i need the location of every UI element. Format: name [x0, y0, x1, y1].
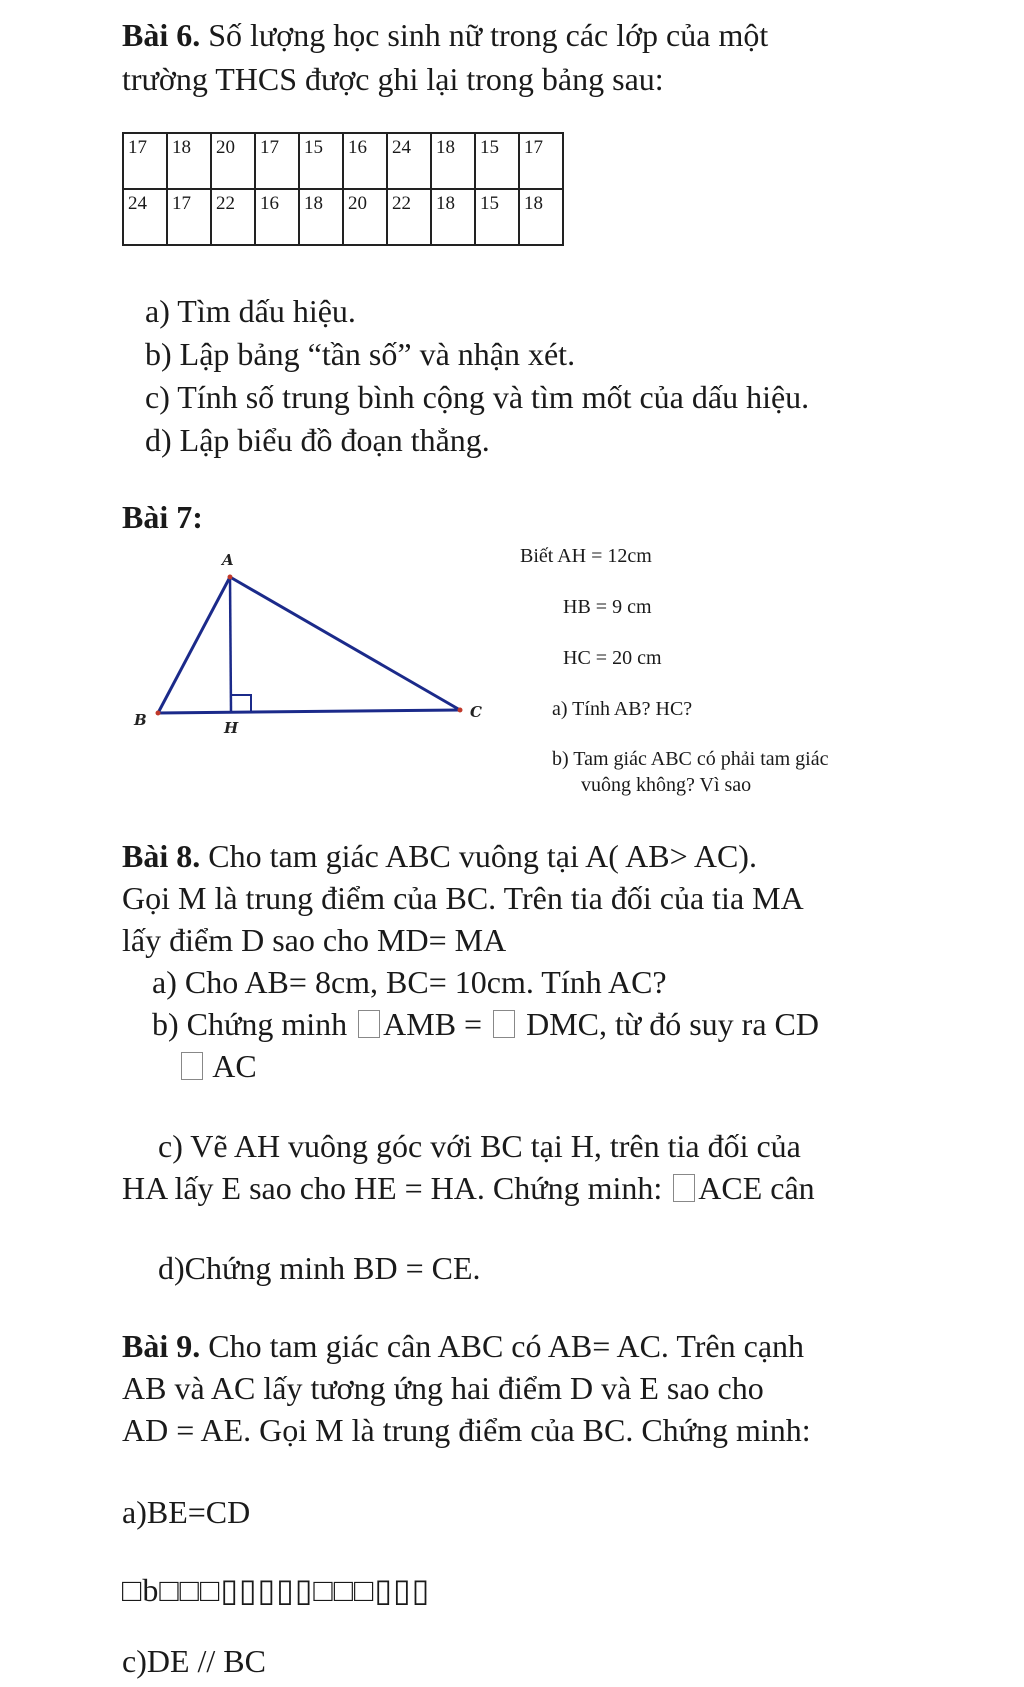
table-cell: 18	[167, 133, 211, 189]
table-cell: 20	[343, 189, 387, 245]
bai8-b-prefix: b) Chứng minh	[152, 1006, 356, 1042]
frequency-data-table	[122, 132, 564, 246]
perpendicular-symbol-box	[181, 1052, 203, 1080]
table-cell: 24	[123, 189, 167, 245]
given-ah: Biết AH = 12cm	[520, 545, 652, 567]
bai7-question-b-line2: vuông không? Vì sao	[581, 774, 752, 796]
bai8-item-b-line1	[152, 1003, 819, 1045]
bai9-line2: AB và AC lấy tương ứng hai điểm D và E sao cho	[122, 1370, 764, 1406]
table-cell: 17	[123, 133, 167, 189]
bai8-item-d: d)Chứng minh BD = CE.	[158, 1250, 481, 1286]
bai6-title: Bài 6.	[122, 17, 201, 53]
bai8-line3: lấy điểm D sao cho MD= MA	[122, 922, 507, 958]
bai7-question-b-line1: b) Tam giác ABC có phải tam giác	[552, 748, 829, 770]
bai9-title: Bài 9.	[122, 1328, 201, 1364]
segment-ab	[158, 577, 230, 713]
bai9-line1	[122, 1325, 804, 1367]
table-cell: 17	[519, 133, 563, 189]
table-cell: 15	[299, 133, 343, 189]
label-b: B	[134, 711, 147, 729]
point-c	[458, 708, 463, 713]
bai8-item-b-line2	[178, 1045, 257, 1087]
table-cell: 22	[211, 189, 255, 245]
bai8-item-a: a) Cho AB= 8cm, BC= 10cm. Tính AC?	[152, 964, 667, 1000]
table-cell: 18	[519, 189, 563, 245]
given-hb: HB = 9 cm	[563, 596, 652, 618]
triangle-symbol-box	[358, 1010, 380, 1038]
bai8-item-c-line2	[122, 1167, 815, 1209]
bai8-b-line2-text: AC	[206, 1048, 257, 1084]
bai9-text-line1: Cho tam giác cân ABC có AB= AC. Trên cạnh	[200, 1328, 805, 1364]
bai6-item-c: c) Tính số trung bình cộng và tìm mốt của dấu hiệu.	[145, 379, 810, 415]
bai8-item-c-line1: c) Vẽ AH vuông góc với BC tại H, trên tia đối của	[158, 1128, 801, 1164]
table-cell: 16	[255, 189, 299, 245]
table-cell: 17	[167, 189, 211, 245]
bai8-c-line2-text: HA lấy E sao cho HE = HA. Chứng minh:	[122, 1170, 671, 1206]
bai9-item-c: c)DE // BC	[122, 1643, 266, 1679]
bai9-line3: AD = AE. Gọi M là trung điểm của BC. Chứng minh:	[122, 1412, 811, 1448]
segment-bc	[158, 710, 460, 713]
point-a	[228, 575, 233, 580]
triangle-symbol-box	[493, 1010, 515, 1038]
bai8-b-mid2: DMC, từ đó suy ra CD	[518, 1006, 819, 1042]
table-cell: 15	[475, 189, 519, 245]
table-cell: 18	[299, 189, 343, 245]
table-cell: 24	[387, 133, 431, 189]
table-cell: 16	[343, 133, 387, 189]
bai6-text-line2: trường THCS được ghi lại trong bảng sau:	[122, 61, 664, 97]
table-cell: 22	[387, 189, 431, 245]
table-cell: 18	[431, 133, 475, 189]
table-row	[123, 189, 563, 245]
segment-ac	[230, 577, 460, 710]
label-a: A	[222, 551, 234, 569]
bai7-question-a: a) Tính AB? HC?	[552, 698, 693, 720]
bai6-text-line1: Số lượng học sinh nữ trong các lớp của một	[200, 17, 769, 53]
given-hc: HC = 20 cm	[563, 647, 662, 669]
triangle-figure	[120, 545, 500, 745]
triangle-symbol-box	[673, 1174, 695, 1202]
bai6-item-d: d) Lập biểu đồ đoạn thẳng.	[145, 422, 490, 458]
bai6-item-a: a) Tìm dấu hiệu.	[145, 293, 356, 329]
bai6-heading-line	[122, 14, 768, 56]
bai8-title: Bài 8.	[122, 838, 201, 874]
bai8-line2: Gọi M là trung điểm của BC. Trên tia đối của tia MA	[122, 880, 804, 916]
bai8-c-line2-end: ACE cân	[698, 1170, 815, 1206]
label-h: H	[224, 719, 239, 737]
right-angle-mark	[231, 695, 251, 711]
bai8-text-line1: Cho tam giác ABC vuông tại A( AB> AC).	[200, 838, 757, 874]
bai8-line1	[122, 835, 757, 877]
bai9-item-a: a)BE=CD	[122, 1494, 251, 1530]
segment-ah	[230, 577, 231, 712]
table-cell: 20	[211, 133, 255, 189]
table-cell: 18	[431, 189, 475, 245]
table-cell: 17	[255, 133, 299, 189]
bai6-item-b: b) Lập bảng “tần số” và nhận xét.	[145, 336, 576, 372]
point-b	[156, 711, 161, 716]
table-cell: 15	[475, 133, 519, 189]
bai7-title: Bài 7:	[122, 499, 203, 535]
label-c: C	[470, 703, 482, 721]
bai9-item-b-garbled: □b□□□▯▯▯▯▯□□□▯▯▯	[122, 1572, 431, 1608]
table-row	[123, 133, 563, 189]
bai8-b-mid1: AMB =	[383, 1006, 491, 1042]
